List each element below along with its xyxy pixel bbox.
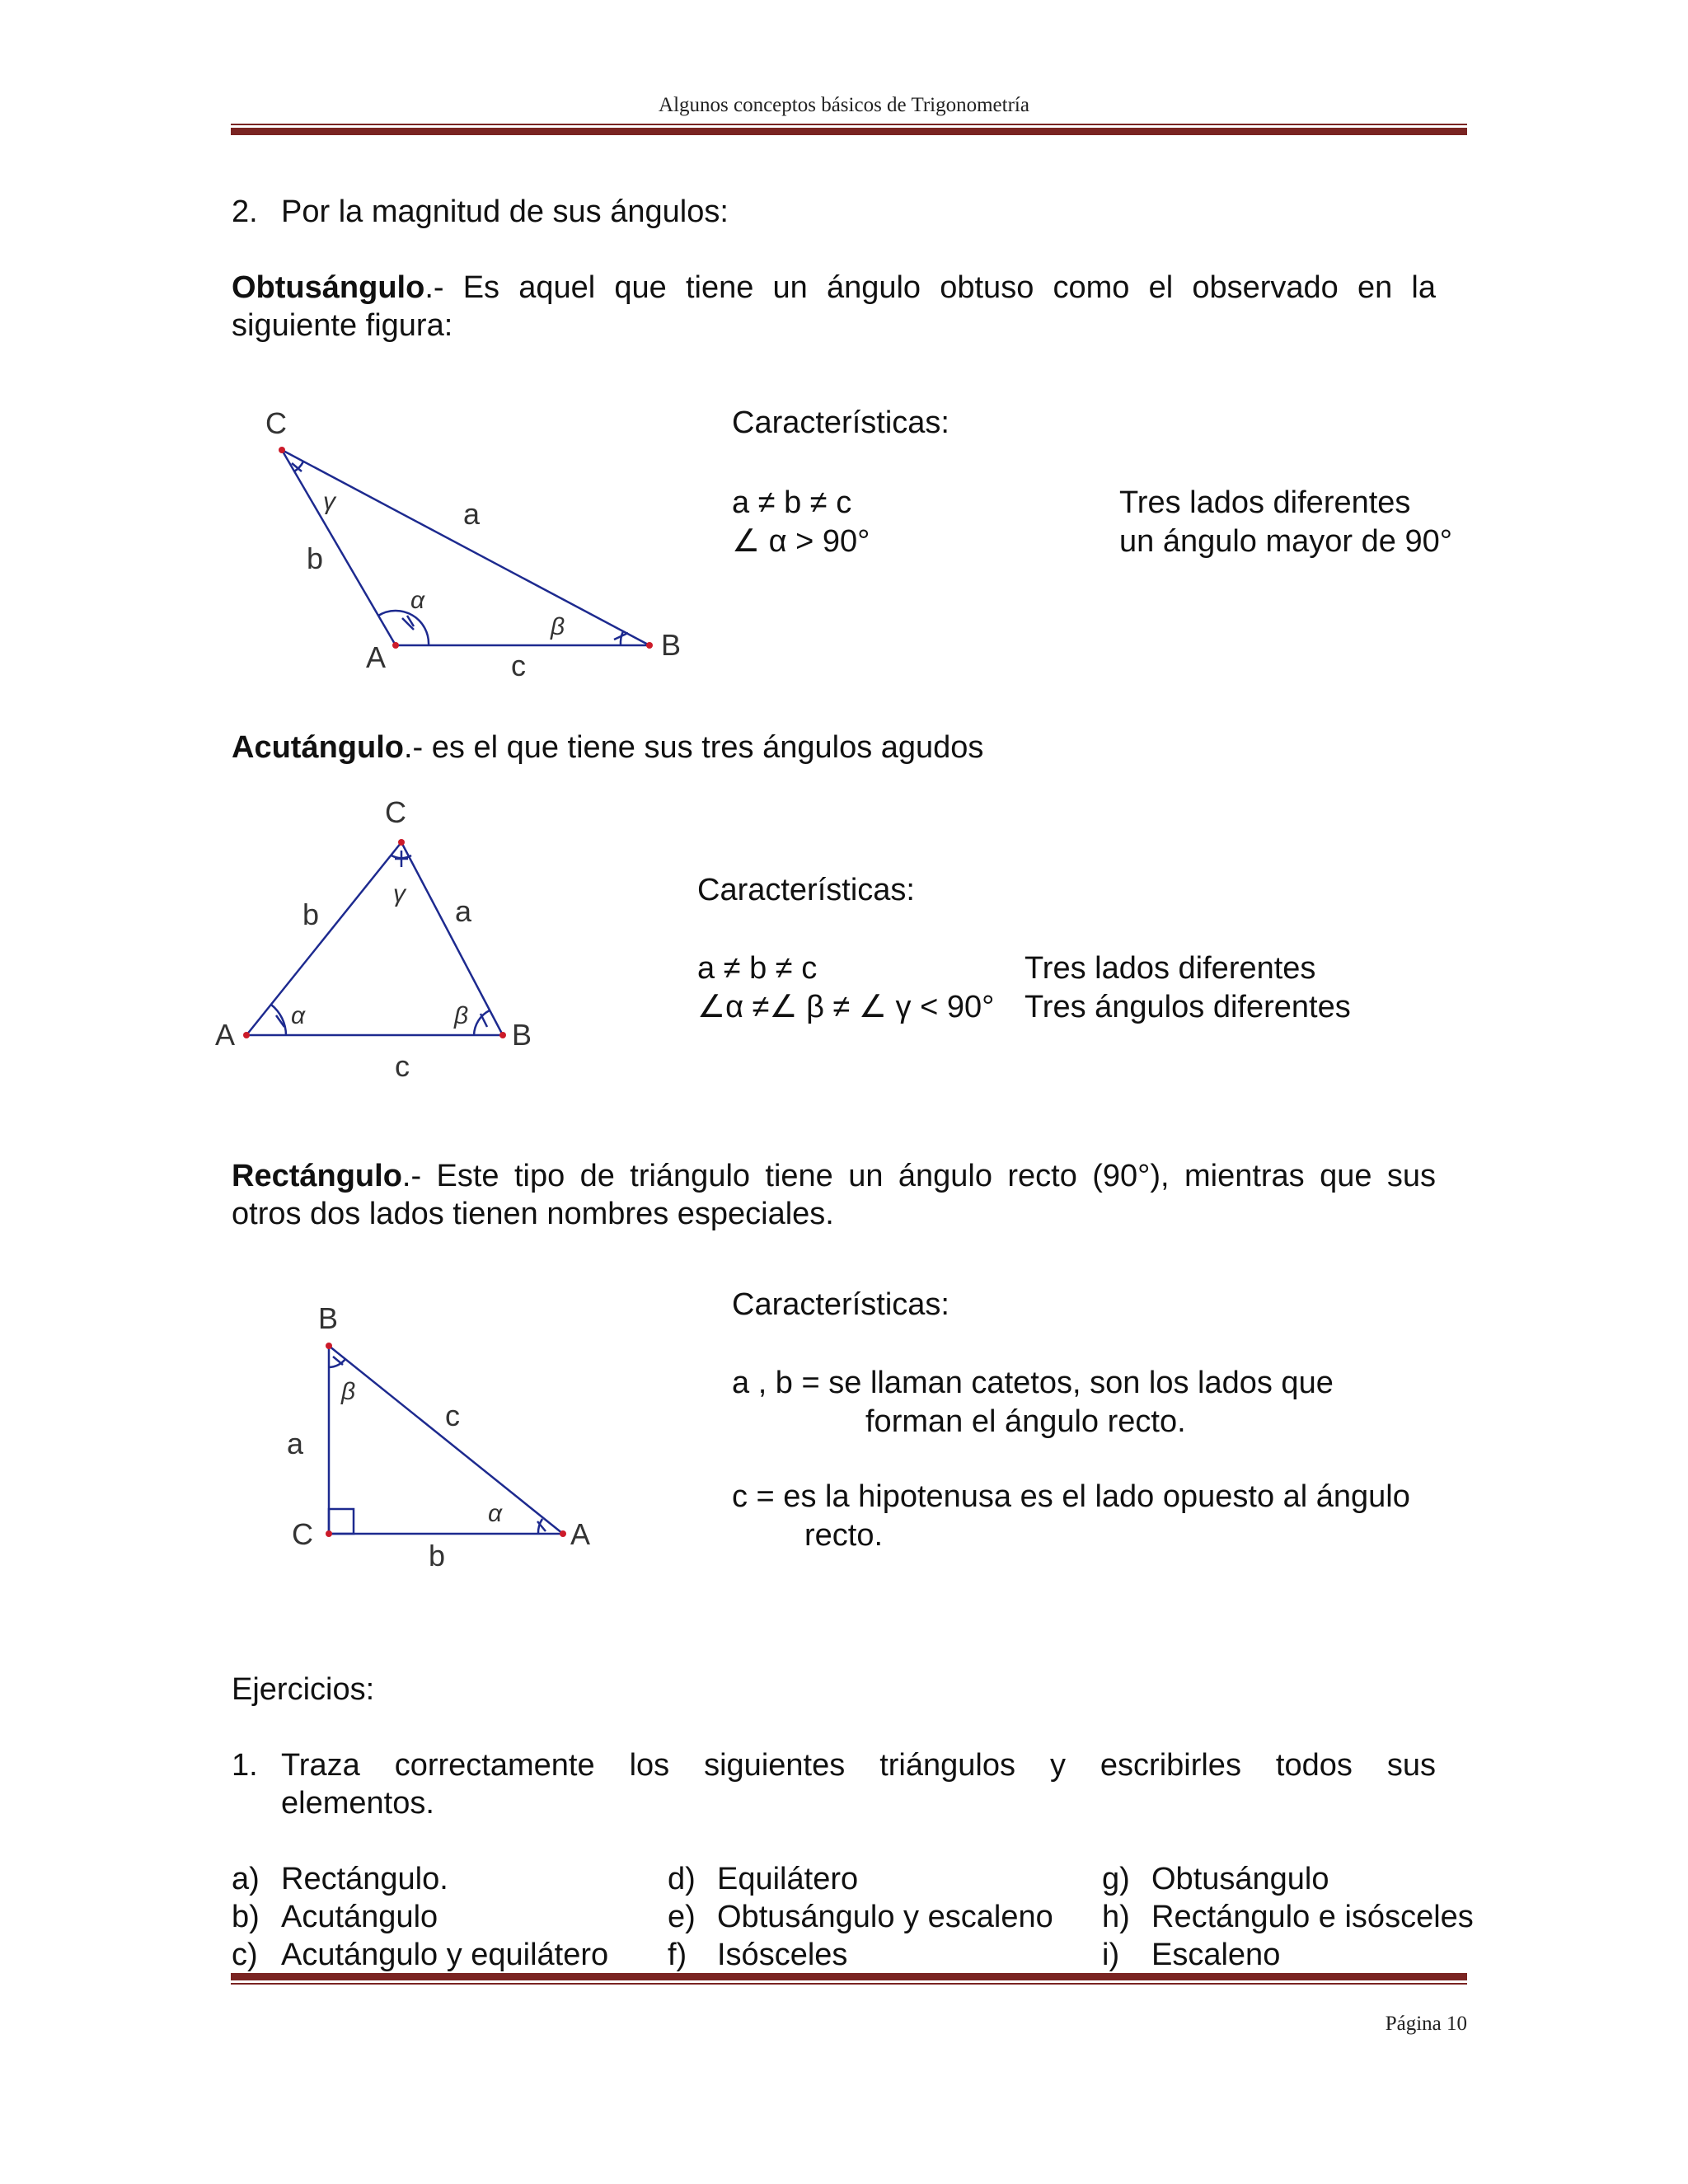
option-letter: h) <box>1102 1900 1130 1934</box>
hipotenusa-line1: c = es la hipotenusa es el lado opuesto al ángulo <box>732 1479 1410 1514</box>
option-text: Obtusángulo y escaleno <box>717 1900 1053 1934</box>
catetos-line2: forman el ángulo recto. <box>865 1404 1186 1439</box>
acute-formula-2: ∠α ≠∠ β ≠ ∠ γ < 90° <box>697 990 995 1024</box>
gamma-label: γ <box>393 880 406 907</box>
exercises-title: Ejercicios: <box>232 1672 375 1707</box>
option-text: Rectángulo e isósceles <box>1151 1900 1474 1934</box>
alpha-label: α <box>410 587 425 614</box>
side-a-label: a <box>287 1427 304 1460</box>
footer-rule <box>231 1973 1467 1985</box>
acute-desc-1: Tres lados diferentes <box>1025 951 1316 986</box>
obtuse-formula-2: ∠ α > 90° <box>732 524 870 559</box>
acute-triangle-figure <box>210 799 556 1096</box>
alpha-label: α <box>291 1002 306 1029</box>
right-term: Rectángulo <box>232 1159 402 1193</box>
right-angle-mark <box>329 1509 354 1534</box>
acute-definition <box>232 729 983 766</box>
vertex-c-label: C <box>385 799 406 829</box>
exercise-item-number: 1. <box>232 1748 258 1783</box>
option-letter: d) <box>668 1862 696 1896</box>
beta-label: β <box>454 1002 469 1029</box>
alpha-label: α <box>488 1500 503 1527</box>
acute-desc-2: Tres ángulos diferentes <box>1025 990 1351 1024</box>
vertex-a-label: A <box>570 1517 591 1551</box>
option-text: Isósceles <box>717 1938 848 1972</box>
right-definition-line2: otros dos lados tienen nombres especiales. <box>232 1197 834 1231</box>
option-letter: c) <box>232 1938 258 1972</box>
option-letter: a) <box>232 1862 260 1896</box>
option-letter: b) <box>232 1900 260 1934</box>
right-definition-line1 <box>232 1157 1436 1195</box>
side-a-line <box>401 842 503 1035</box>
right-definition-text: .- Este tipo de triángulo tiene un ángulo recto (90°), mientras que sus <box>401 1159 1436 1193</box>
option-text: Escaleno <box>1151 1938 1281 1972</box>
option-text: Rectángulo. <box>281 1862 448 1896</box>
obtuse-term: Obtusángulo <box>232 270 425 305</box>
page-header-title: Algunos conceptos básicos de Trigonometría <box>659 94 1029 116</box>
header-rule <box>231 124 1467 135</box>
option-text: Acutángulo <box>281 1900 438 1934</box>
exercise-item-line2: elementos. <box>281 1786 434 1821</box>
beta-label: β <box>341 1378 356 1405</box>
option-letter: e) <box>668 1900 696 1934</box>
option-letter: i) <box>1102 1938 1120 1972</box>
right-triangle-figure <box>280 1294 610 1582</box>
acute-formula-1: a ≠ b ≠ c <box>697 951 818 986</box>
obtuse-characteristics-title: Características: <box>732 405 950 440</box>
exercise-item-line1: Traza correctamente los siguientes triángulos y escribirles todos sus <box>281 1748 1436 1783</box>
vertex-c-label: C <box>265 406 287 440</box>
side-a-label: a <box>463 497 481 531</box>
section-number: 2. <box>232 194 258 229</box>
option-letter: g) <box>1102 1862 1130 1896</box>
page-number: Página 10 <box>1385 2013 1467 2035</box>
side-c-line <box>329 1346 563 1534</box>
side-b-label: b <box>429 1539 446 1572</box>
obtuse-desc-1: Tres lados diferentes <box>1119 485 1411 520</box>
obtuse-definition-line2: siguiente figura: <box>232 308 453 343</box>
acute-definition-text: .- es el que tiene sus tres ángulos agudos <box>403 730 984 765</box>
side-b-label: b <box>307 541 324 575</box>
option-letter: f) <box>668 1938 687 1972</box>
obtuse-definition-line1 <box>232 269 1436 307</box>
vertex-a-label: A <box>215 1018 236 1052</box>
acute-term: Acutángulo <box>232 730 404 765</box>
side-c-label: c <box>395 1049 410 1083</box>
obtuse-desc-2: un ángulo mayor de 90° <box>1119 524 1452 559</box>
section-title: Por la magnitud de sus ángulos: <box>281 194 729 229</box>
side-b-line <box>246 842 401 1035</box>
obtuse-triangle-figure <box>216 404 694 692</box>
right-characteristics-title: Características: <box>732 1287 950 1322</box>
option-text: Equilátero <box>717 1862 859 1896</box>
side-c-label: c <box>511 649 526 682</box>
obtuse-definition-text: .- Es aquel que tiene un ángulo obtuso como el observado en la <box>424 270 1436 305</box>
side-b-label: b <box>302 898 320 931</box>
vertex-b-label: B <box>318 1301 339 1335</box>
hipotenusa-line2: recto. <box>804 1518 884 1553</box>
beta-label: β <box>551 613 565 640</box>
vertex-a-label: A <box>366 640 387 674</box>
side-c-label: c <box>445 1399 460 1432</box>
vertex-b-label: B <box>661 628 682 662</box>
vertex-c-label: C <box>292 1517 313 1551</box>
beta-arc <box>621 631 623 645</box>
obtuse-formula-1: a ≠ b ≠ c <box>732 485 852 520</box>
option-text: Acutángulo y equilátero <box>281 1938 609 1972</box>
option-text: Obtusángulo <box>1151 1862 1329 1896</box>
side-a-label: a <box>455 894 472 928</box>
side-a-line <box>282 450 649 645</box>
acute-characteristics-title: Características: <box>697 873 915 907</box>
catetos-line1: a , b = se llaman catetos, son los lados que <box>732 1366 1334 1400</box>
gamma-label: γ <box>323 488 335 515</box>
vertex-b-label: B <box>512 1018 532 1052</box>
